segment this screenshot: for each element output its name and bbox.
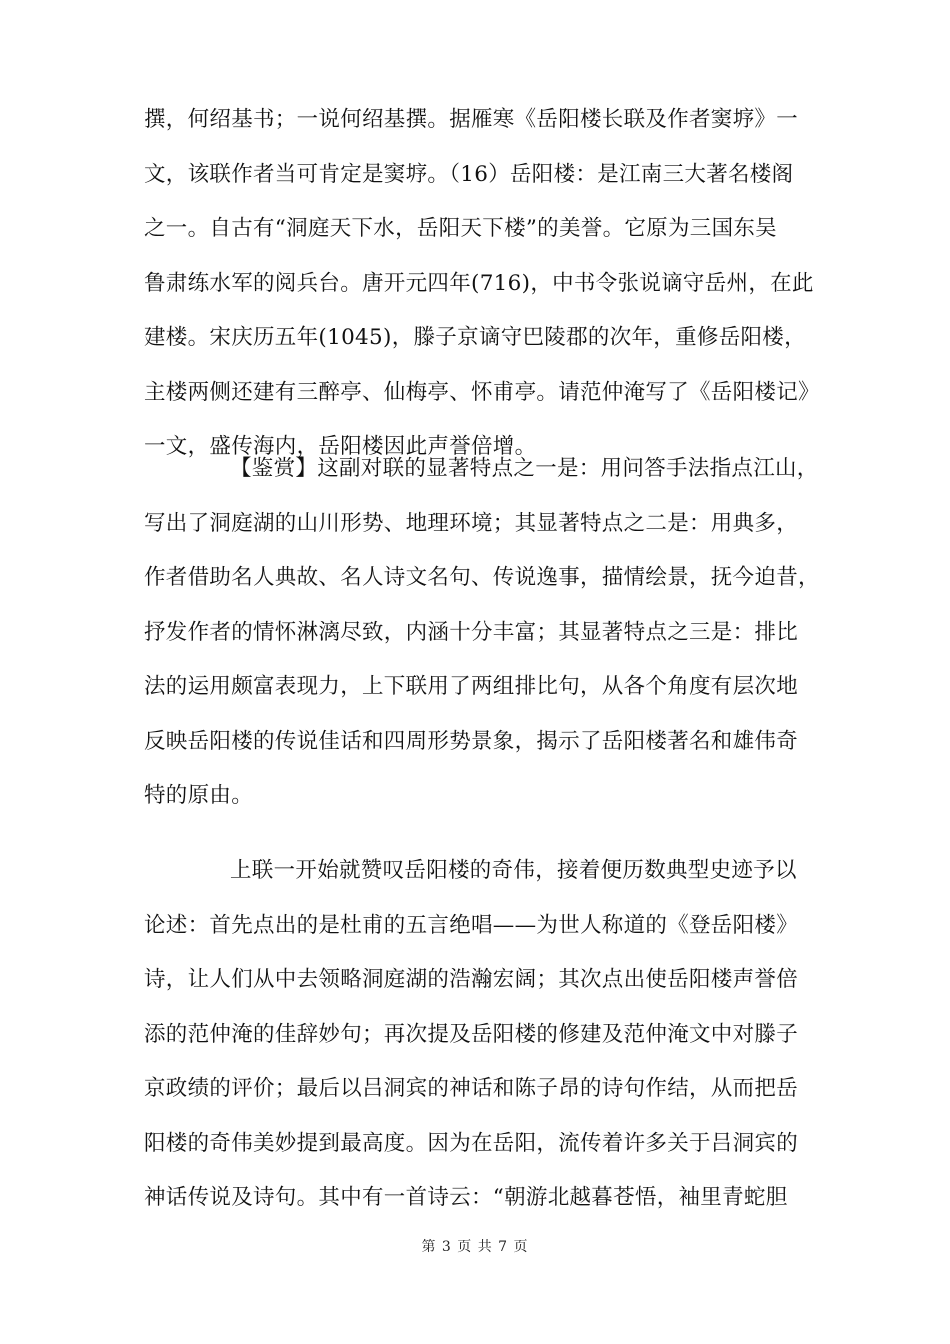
text-line: 一文，盛传海内，岳阳楼因此声誉倍增。 <box>144 434 537 459</box>
text-line: 阳楼的奇伟美妙提到最高度。因为在岳阳，流传着许多关于吕洞宾的 <box>144 1130 799 1156</box>
text-line: 建楼。宋庆历五年(1045)，滕子京谪守巴陵郡的次年，重修岳阳楼， <box>144 325 806 350</box>
text-line: 之一。自古有“洞庭天下水，岳阳天下楼”的美誉。它原为三国东吴 <box>144 216 777 241</box>
text-line: 抒发作者的情怀淋漓尽致，内涵十分丰富；其显著特点之三是：排比 <box>144 619 799 645</box>
text-line: 京政绩的评价；最后以吕洞宾的神话和陈子昂的诗句作结，从而把岳 <box>144 1076 799 1101</box>
text-line: 添的范仲淹的佳辞妙句；再次提及岳阳楼的修建及范仲淹文中对滕子 <box>144 1021 799 1047</box>
text-line: 写出了洞庭湖的山川形势、地理环境；其显著特点之二是：用典多， <box>144 510 799 536</box>
text-line: 神话传说及诗句。其中有一首诗云：“朝游北越暮苍悟，袖里青蛇胆 <box>144 1185 788 1210</box>
paragraph-appreciation <box>144 442 820 824</box>
text-line: 文，该联作者当可肯定是窦垿。（16）岳阳楼：是江南三大著名楼阁 <box>144 161 794 187</box>
text-line: 【鉴赏】这副对联的显著特点之一是：用问答手法指点江山， <box>230 456 819 481</box>
paragraph-annotation <box>144 93 820 475</box>
text-line: 鲁肃练水军的阅兵台。唐开元四年(716)，中书令张说谪守岳州，在此 <box>144 270 814 296</box>
text-line: 反映岳阳楼的传说佳话和四周形势景象，揭示了岳阳楼著名和雄伟奇 <box>144 728 799 754</box>
text-line: 作者借助名人典故、名人诗文名句、传说逸事，描情绘景，抚今迫昔， <box>144 565 820 590</box>
text-line: 诗，让人们从中去领略洞庭湖的浩瀚宏阔；其次点出使岳阳楼声誉倍 <box>144 967 799 992</box>
text-line: 法的运用颇富表现力，上下联用了两组排比句，从各个角度有层次地 <box>144 674 799 699</box>
text-line: 主楼两侧还建有三醉亭、仙梅亭、怀甫亭。请范仲淹写了《岳阳楼记》 <box>144 379 820 405</box>
text-line: 上联一开始就赞叹岳阳楼的奇伟，接着便历数典型史迹予以 <box>230 858 797 883</box>
page-number-footer: 第 3 页 共 7 页 <box>421 1239 529 1255</box>
text-line: 撰，何绍基书；一说何绍基撰。据雁寒《岳阳楼长联及作者窦垿》一 <box>144 107 799 132</box>
text-line: 特的原由。 <box>144 783 254 808</box>
text-line: 论述：首先点出的是杜甫的五言绝唱——为世人称道的《登岳阳楼》 <box>144 912 799 938</box>
paragraph-analysis <box>144 844 820 1226</box>
